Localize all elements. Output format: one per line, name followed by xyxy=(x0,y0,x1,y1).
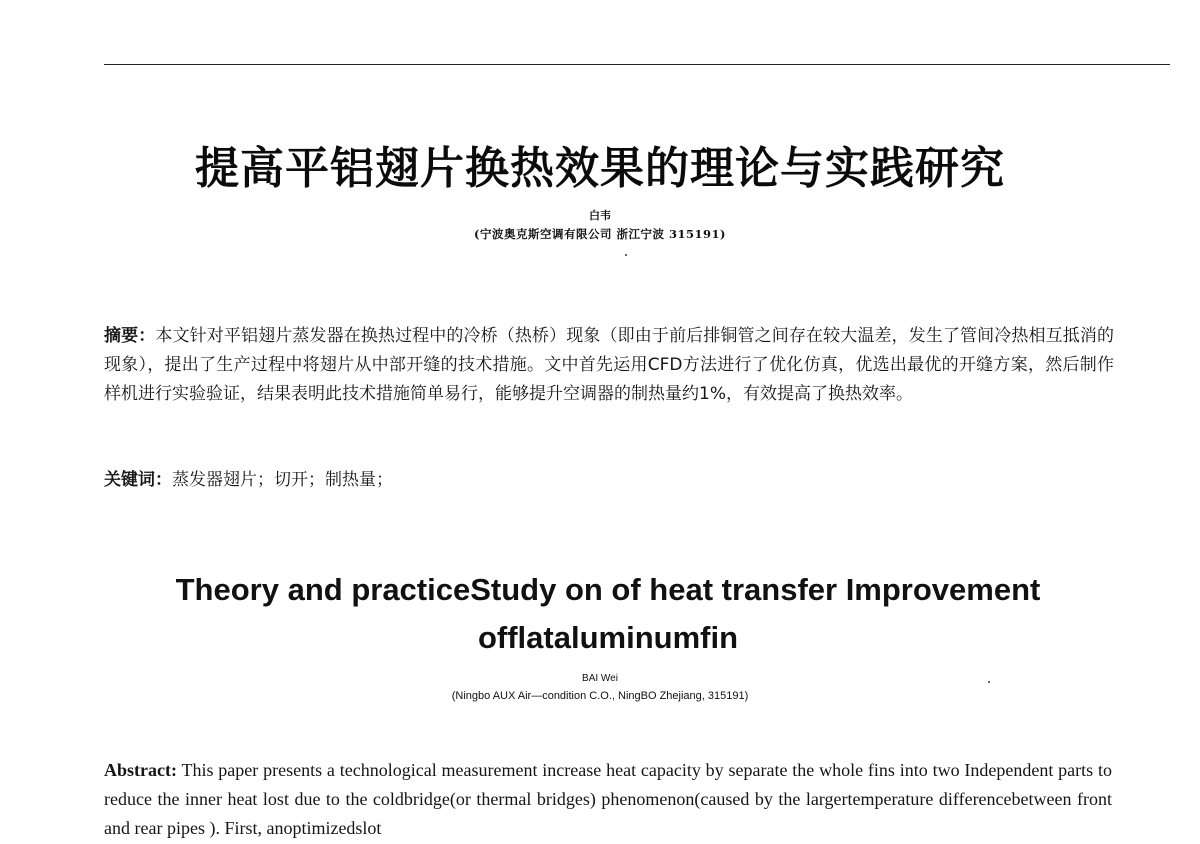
paper-title-en-line2: offlataluminumfin xyxy=(477,620,739,655)
affiliation-cn: (宁波奥克斯空调有限公司 浙江宁波 315191) xyxy=(474,227,726,241)
keywords-cn-text: 蒸发器翅片；切开；制热量； xyxy=(172,470,393,490)
header-rule xyxy=(104,64,1170,65)
keywords-cn-label: 关键词： xyxy=(104,470,172,490)
scan-speck xyxy=(625,254,627,256)
abstract-cn xyxy=(104,322,1114,409)
keywords-cn xyxy=(104,468,1104,492)
abstract-en xyxy=(104,756,1112,843)
scan-speck xyxy=(988,681,990,683)
abstract-en-text: This paper presents a technological measurement increase heat capacity by separate the whole fins into two Independent parts to reduce the inner heat lost due to the coldbridge(or thermal bridges) phenomenon(caused by the largertemperature differencebetween front and rear pipes ). First, anoptimizedslot xyxy=(104,760,1112,838)
paper-title-en-line1: Theory and practiceStudy on of heat transfer Improvement xyxy=(175,572,1041,607)
abstract-cn-label: 摘要： xyxy=(104,326,156,346)
affiliation-en: (Ningbo AUX Air—condition C.O., NingBO Zhejiang, 315191) xyxy=(451,690,749,702)
abstract-cn-text: 本文针对平铝翅片蒸发器在换热过程中的冷桥（热桥）现象（即由于前后排铜管之间存在较大温差，发生了管间冷热相互抵消的现象），提出了生产过程中将翅片从中部开缝的技术措施。文中首先运用CFD方法进行了优化仿真，优选出最优的开缝方案，然后制作样机进行实验验证，结果表明此技术措施简单易行，能够提升空调器的制热量约1%，有效提高了换热效率。 xyxy=(104,326,1115,404)
author-en: BAI Wei xyxy=(582,673,618,684)
abstract-en-label: Abstract: xyxy=(104,760,177,780)
author-cn: 白韦 xyxy=(589,209,611,222)
paper-title-cn: 提高平铝翅片换热效果的理论与实践研究 xyxy=(195,143,1005,194)
paper-title-en xyxy=(0,566,1200,662)
